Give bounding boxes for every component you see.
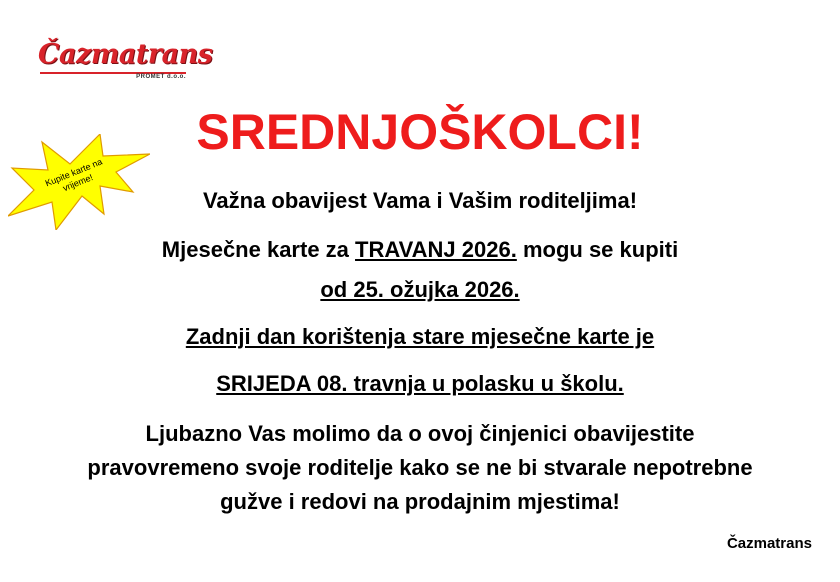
- notice-line-1: [0, 236, 840, 264]
- notice-paragraph-line-2: pravovremeno svoje roditelje kako se ne bi stvarale nepotrebne: [87, 455, 753, 480]
- notice-paragraph-line-3: gužve i redovi na prodajnim mjestima!: [220, 489, 620, 514]
- logo-wordmark: Čazmatrans: [38, 39, 213, 70]
- notice-line-4: [0, 370, 840, 398]
- company-logo: [38, 38, 213, 82]
- notice-last-day-text: Zadnji dan korištenja stare mjesečne karte je: [185, 324, 655, 349]
- notice-line-2: [0, 276, 840, 304]
- badge-text: Kupite karte na vrijeme!: [43, 156, 104, 194]
- notice-line-1-post: mogu se kupiti: [516, 237, 679, 262]
- logo-subtitle: PROMET d.o.o.: [136, 74, 186, 80]
- signature: Čazmatrans: [726, 535, 812, 552]
- notice-intro: Važna obavijest Vama i Vašim roditeljima!: [202, 188, 638, 213]
- notice-start-date: od 25. ožujka 2026.: [320, 277, 520, 302]
- notice-month: TRAVANJ 2026.: [355, 237, 517, 262]
- notice-line-3: [0, 323, 840, 351]
- page-title: SREDNJOŠKOLCI!: [196, 104, 644, 160]
- notice-last-day-date: SRIJEDA 08. travnja u polasku u školu.: [216, 371, 624, 396]
- notice-paragraph-line-1: Ljubazno Vas molimo da o ovoj činjenici obavijestite: [145, 421, 695, 446]
- notice-line-1-pre: Mjesečne karte za: [161, 237, 356, 262]
